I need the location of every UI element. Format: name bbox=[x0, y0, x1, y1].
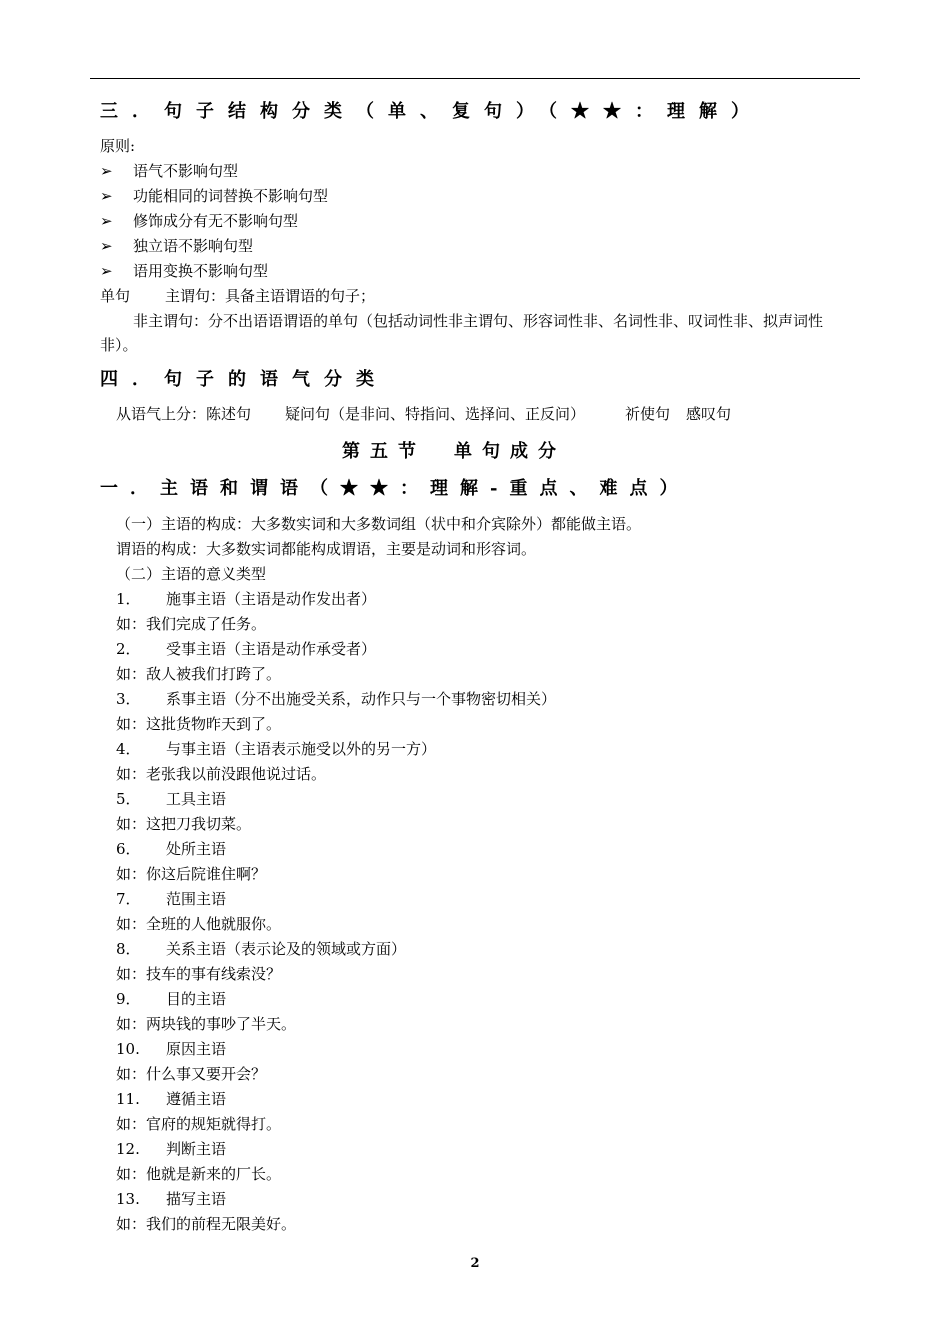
example-line: 如：敌人被我们打跨了。 bbox=[116, 665, 282, 683]
non-subject-predicate-paragraph: 非主谓句：分不出语语谓语的单句（包括动词性非主谓句、形容词性非、名词性非、叹词性非、拟声词性非）。 bbox=[100, 312, 824, 354]
example-line: 如：技车的事有线索没？ bbox=[116, 965, 282, 983]
list-item: 3． 系事主语（分不出施受关系，动作只与一个事物密切相关） bbox=[116, 690, 557, 708]
mood-classification-line: 从语气上分：陈述句 疑问句（是非问、特指问、选择问、正反问） 祈使句 感叹句 bbox=[116, 405, 732, 423]
arrow-bullet-icon: ➢ bbox=[100, 237, 113, 255]
example-line: 如：两块钱的事吵了半天。 bbox=[116, 1015, 297, 1033]
example-line: 如：我们的前程无限美好。 bbox=[116, 1215, 297, 1233]
header-rule bbox=[90, 78, 860, 79]
page-number: 2 bbox=[470, 1256, 480, 1271]
section-5-title: 第五节 单句成分 bbox=[342, 441, 566, 462]
single-sentence-line: 单句 主谓句：具备主语谓语的句子； bbox=[100, 287, 376, 305]
list-item: 4． 与事主语（主语表示施受以外的另一方） bbox=[116, 740, 437, 758]
subject-composition: （一）主语的构成：大多数实词和大多数词组（状中和介宾除外）都能做主语。 bbox=[116, 515, 642, 533]
list-item: 13. 描写主语 bbox=[116, 1190, 227, 1208]
list-item: 1． 施事主语（主语是动作发出者） bbox=[116, 590, 377, 608]
arrow-bullet-icon: ➢ bbox=[100, 262, 113, 280]
subject-meaning-types: （二）主语的意义类型 bbox=[116, 565, 267, 583]
arrow-bullet-icon: ➢ bbox=[100, 162, 113, 180]
bullet-item: ➢ 修饰成分有无不影响句型 bbox=[100, 212, 299, 230]
example-line: 如：你这后院谁住啊？ bbox=[116, 865, 267, 883]
example-line: 如：全班的人他就服你。 bbox=[116, 915, 282, 933]
list-item: 8． 关系主语（表示论及的领域或方面） bbox=[116, 940, 407, 958]
bullet-item: ➢ 语用变换不影响句型 bbox=[100, 262, 269, 280]
arrow-bullet-icon: ➢ bbox=[100, 212, 113, 230]
bullet-item: ➢ 独立语不影响句型 bbox=[100, 237, 254, 255]
example-line: 如：这批货物昨天到了。 bbox=[116, 715, 282, 733]
list-item: 5． 工具主语 bbox=[116, 790, 227, 808]
section-4-heading: 四．句子的语气分类 bbox=[100, 369, 388, 390]
predicate-composition: 谓语的构成：大多数实词都能构成谓语，主要是动词和形容词。 bbox=[116, 540, 537, 558]
example-line: 如：官府的规矩就得打。 bbox=[116, 1115, 282, 1133]
arrow-bullet-icon: ➢ bbox=[100, 187, 113, 205]
list-item: 6． 处所主语 bbox=[116, 840, 227, 858]
example-line: 如：他就是新来的厂长。 bbox=[116, 1165, 282, 1183]
list-item: 2． 受事主语（主语是动作承受者） bbox=[116, 640, 377, 658]
bullet-item: ➢ 功能相同的词替换不影响句型 bbox=[100, 187, 329, 205]
list-item: 11. 遵循主语 bbox=[116, 1090, 227, 1108]
list-item: 12. 判断主语 bbox=[116, 1140, 227, 1158]
subject-predicate-heading: 一．主语和谓语（★★：理解-重点、难点） bbox=[100, 478, 690, 499]
list-item: 10. 原因主语 bbox=[116, 1040, 227, 1058]
list-item: 7． 范围主语 bbox=[116, 890, 227, 908]
principle-label: 原则: bbox=[100, 137, 136, 155]
example-line: 如：老张我以前没跟他说过话。 bbox=[116, 765, 327, 783]
example-line: 如：什么事又要开会？ bbox=[116, 1065, 267, 1083]
section-3-heading: 三．句子结构分类（单、复句）（★★：理解） bbox=[100, 101, 763, 122]
bullet-item: ➢ 语气不影响句型 bbox=[100, 162, 239, 180]
example-line: 如：这把刀我切菜。 bbox=[116, 815, 252, 833]
list-item: 9． 目的主语 bbox=[116, 990, 227, 1008]
example-line: 如：我们完成了任务。 bbox=[116, 615, 267, 633]
